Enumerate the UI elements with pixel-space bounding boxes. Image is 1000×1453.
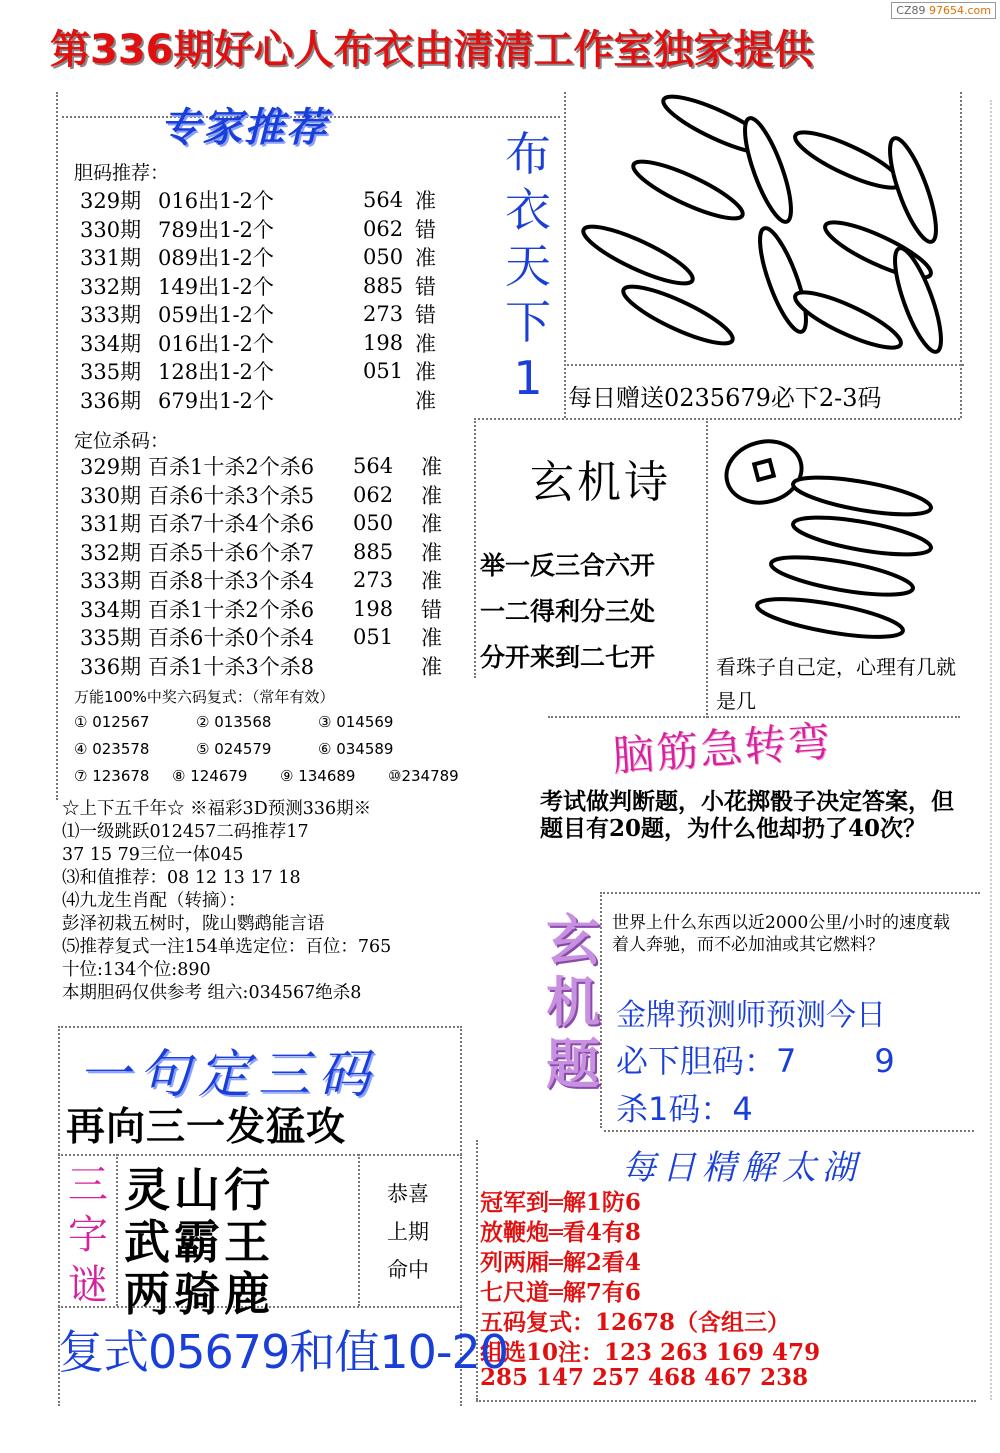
answer-line: 武霸王 (124, 1215, 274, 1269)
watermark-prefix: CZ89 (896, 4, 926, 17)
taihu-line: 七尺道═解7有6 (480, 1279, 641, 1306)
three-char-vertical: 三 字 谜 (68, 1162, 108, 1308)
divider (960, 92, 962, 418)
buyi-vertical: 布 衣 天 下 1 (505, 127, 551, 405)
table-row: 334期 百杀1十杀2个杀6 198 错 (80, 596, 442, 622)
dan-label: 胆码推荐： (74, 162, 170, 184)
prediction-line: 37 15 79三位一体045 (62, 845, 244, 865)
table-row: 329期 016出1-2个 564 准 (80, 188, 436, 214)
prediction-line: 十位:134个位:890 (62, 960, 211, 980)
table-row: 333期 059出1-2个 273 错 (80, 302, 436, 328)
divider (474, 418, 960, 420)
brain-question: 考试做判断题，小花掷骰子决定答案，但题目有20题，为什么他却扔了40次？ (540, 788, 954, 842)
divider (990, 100, 992, 1400)
answer-line: 两骑鹿 (124, 1267, 274, 1321)
prediction-line: ⑶和值推荐：08 12 13 17 18 (62, 868, 301, 888)
table-row: 330期 789出1-2个 062 错 (80, 216, 436, 242)
poem-lines (480, 546, 655, 684)
daily-gift: 每日赠送0235679必下2-3码 (568, 384, 882, 412)
divider (474, 418, 476, 678)
sentence-attack: 再向三一发猛攻 (66, 1105, 347, 1150)
prediction-line: ⑷九龙生肖配（转摘）： (62, 891, 246, 911)
prediction-line: 彭泽初栽五树时，陇山鹦鹉能言语 (62, 914, 325, 934)
compound-pick: 复式05679和值10-20 (58, 1325, 508, 1379)
prediction-line: ☆上下五千年☆ ※福彩3D预测336期※ (62, 799, 372, 819)
prediction-line: ⑴一级跳跃012457二码推荐17 (62, 822, 309, 842)
taihu-line: 五码复式：12678（含组三） (480, 1309, 791, 1336)
must-number-2: 9 (874, 1042, 895, 1080)
brain-title: 脑筋急转弯 (610, 716, 834, 781)
dan-table (80, 186, 460, 414)
table-row: 336期 679出1-2个 准 (80, 388, 436, 413)
answer-line: 灵山行 (124, 1163, 274, 1217)
bead-note: 看珠子自己定，心理有几就是几 (716, 655, 956, 713)
riddle-answers (124, 1154, 274, 1321)
table-row: 329期 百杀1十杀2个杀6 564 准 (80, 454, 442, 480)
table-row: 335期 128出1-2个 051 准 (80, 359, 436, 385)
table-row: 333期 百杀8十杀3个杀4 273 准 (80, 568, 442, 594)
combo-list (74, 708, 510, 789)
must-pick (616, 1036, 895, 1082)
prediction-line: ⑸推荐复式一注154单选定位：百位：765 (62, 937, 392, 957)
table-row: 331期 百杀7十杀4个杀6 050 准 (80, 511, 442, 537)
prediction-block (62, 798, 391, 1005)
divider (116, 1154, 118, 1306)
table-row: 335期 百杀6十杀0个杀4 051 准 (80, 625, 442, 651)
watermark-site: 97654.com (929, 4, 991, 17)
poem-line: 一二得利分三处 (480, 597, 656, 626)
combo-title: 万能100%中奖六码复式：（常年有效） (74, 688, 335, 706)
taihu-line: 285 147 257 468 467 238 (480, 1364, 809, 1391)
divider (358, 1154, 360, 1306)
poem-line: 举一反三合六开 (480, 551, 656, 580)
divider (564, 92, 566, 418)
page-title: 第336期好心人布衣由清清工作室独家提供 (50, 27, 814, 73)
taihu-line: 组选10注：123 263 169 479 (480, 1339, 821, 1366)
divider (476, 1400, 976, 1402)
riddle-vertical: 玄 机 题 (546, 909, 600, 1096)
coin-beads-graphic (712, 426, 962, 646)
must-label: 必下胆码： (616, 1042, 777, 1080)
table-row: 336期 百杀1十杀3个杀8 准 (80, 654, 442, 679)
divider (58, 1026, 462, 1028)
table-row: 331期 089出1-2个 050 准 (80, 245, 436, 271)
must-number-1: 7 (776, 1042, 797, 1080)
divider (56, 92, 58, 800)
taihu-lines (480, 1184, 820, 1394)
table-row: 334期 016出1-2个 198 准 (80, 330, 436, 356)
taihu-line: 冠军到═解1防6 (480, 1189, 641, 1216)
divider (604, 1130, 974, 1132)
list-item: ⑦ 123678 ⑧ 124679 ⑨ 134689 ⑩234789 (74, 766, 459, 785)
watermark (891, 2, 996, 19)
taihu-line: 放鞭炮═看4有8 (480, 1219, 641, 1246)
prediction-line: 本期胆码仅供参考 组六:034567绝杀8 (62, 983, 362, 1003)
congrats: 恭喜 上期 命中 (387, 1182, 429, 1282)
gold-title: 金牌预测师预测今日 (616, 998, 886, 1033)
list-item: ④ 023578 ⑤ 024579 ⑥ 034589 (74, 739, 394, 758)
poem-line: 分开来到二七开 (480, 643, 656, 672)
poem-title: 玄机诗 (530, 457, 671, 508)
table-row: 332期 百杀5十杀6个杀7 885 准 (80, 539, 442, 565)
sentence-title: 一句定三码 (78, 1045, 379, 1105)
taihu-line: 列两厢═解2看4 (480, 1249, 641, 1276)
kill-label: 定位杀码： (74, 430, 170, 452)
table-row: 332期 149出1-2个 885 错 (80, 273, 436, 299)
kill-table (80, 452, 466, 680)
divider (600, 892, 980, 894)
table-row: 330期 百杀6十杀3个杀5 062 准 (80, 482, 442, 508)
bead-numeral-graphic (568, 80, 958, 370)
taihu-title: 每日精解太湖 (622, 1148, 862, 1188)
divider (706, 418, 708, 718)
kill-pick: 杀1码：4 (616, 1090, 753, 1128)
riddle-question: 世界上什么东西以近2000公里/小时的速度载着人奔驰，而不必加油或其它燃料？ (612, 913, 950, 955)
list-item: ① 012567 ② 013568 ③ 014569 (74, 712, 394, 731)
expert-heading: 专家推荐 (160, 105, 328, 151)
